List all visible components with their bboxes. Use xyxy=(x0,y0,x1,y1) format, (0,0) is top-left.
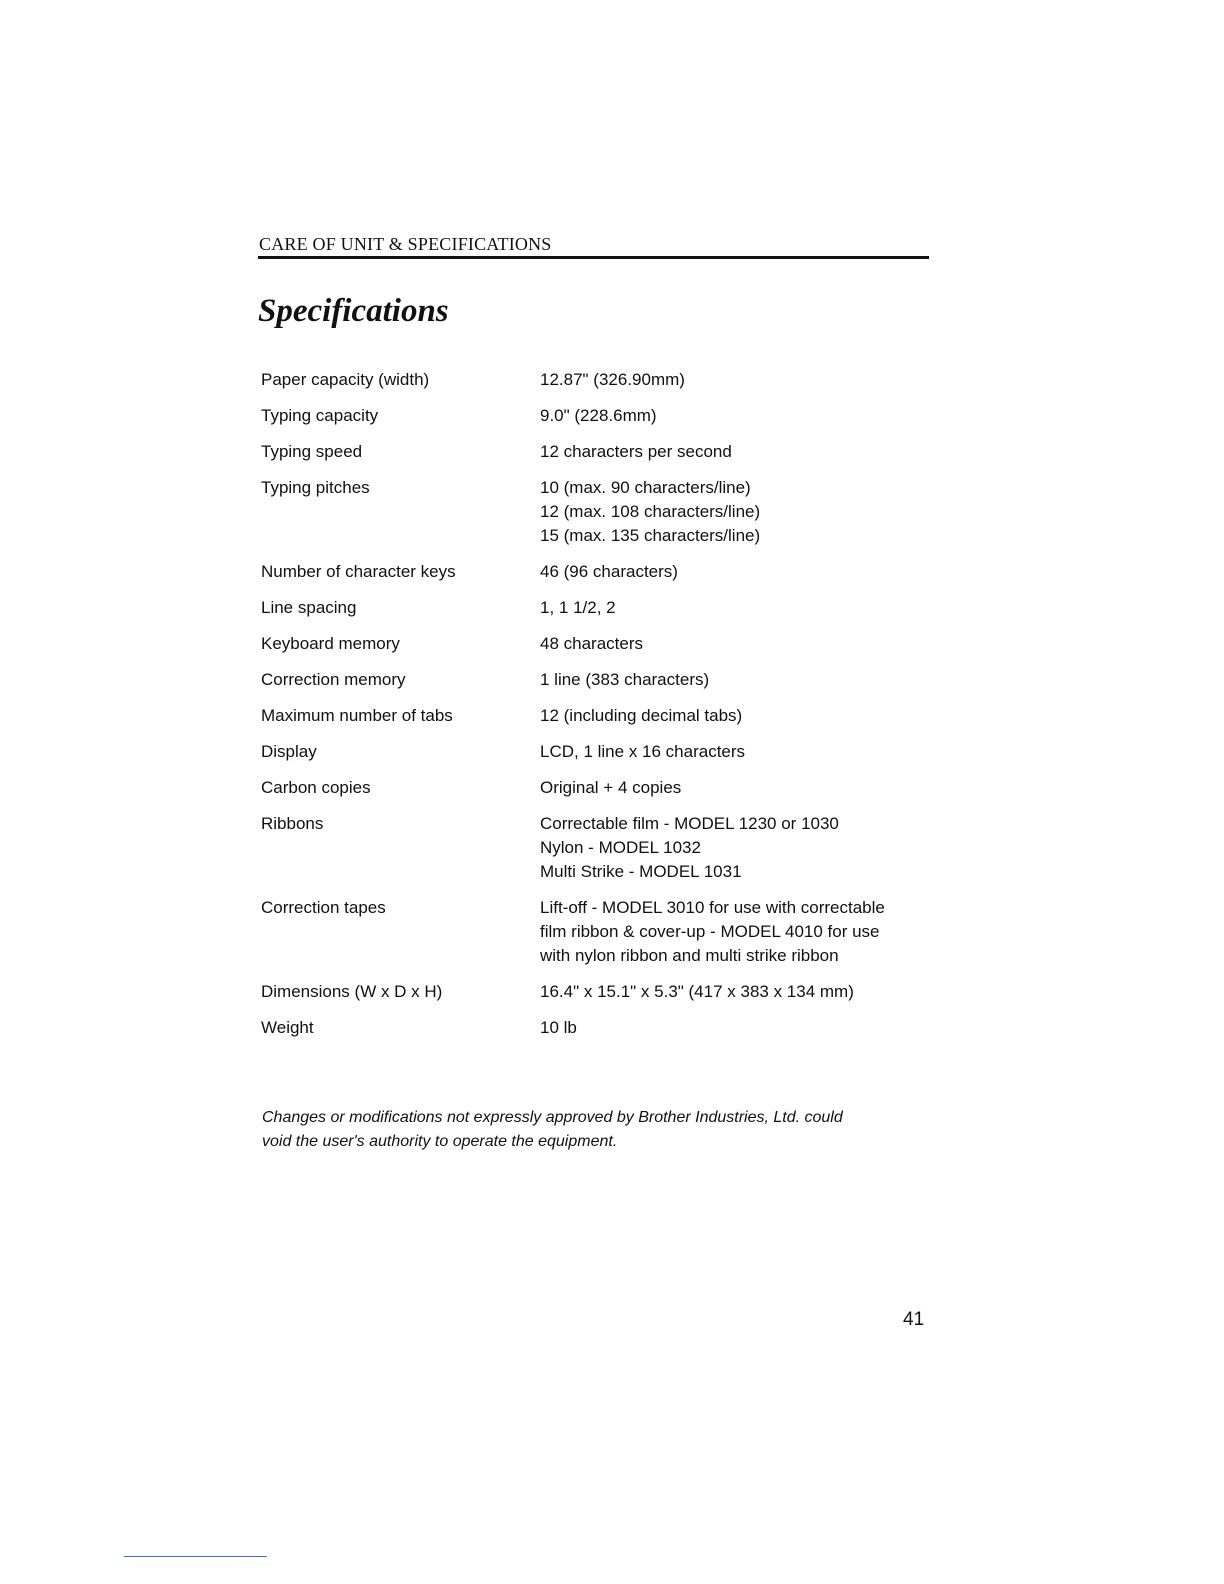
spec-row xyxy=(261,440,941,464)
spec-label: Weight xyxy=(261,1018,314,1037)
spec-value-line: 10 lb xyxy=(540,1018,577,1037)
spec-row xyxy=(261,368,941,392)
regulatory-notice xyxy=(262,1106,942,1154)
spec-label: Correction memory xyxy=(261,670,406,689)
spec-value xyxy=(540,980,941,1004)
spec-value-line: 1, 1 1/2, 2 xyxy=(540,598,616,617)
spec-value xyxy=(540,812,941,884)
spec-row xyxy=(261,1016,941,1040)
spec-row xyxy=(261,476,941,548)
spec-value xyxy=(540,704,941,728)
spec-value xyxy=(540,776,941,800)
spec-label: Ribbons xyxy=(261,814,324,833)
spec-label: Carbon copies xyxy=(261,778,371,797)
spec-value-line: 12 (max. 108 characters/line) xyxy=(540,502,761,521)
spec-value-line: 46 (96 characters) xyxy=(540,562,678,581)
spec-value xyxy=(540,1016,941,1040)
bottom-edge-line xyxy=(124,1556,267,1557)
spec-value xyxy=(540,896,941,968)
spec-value-line: 9.0" (228.6mm) xyxy=(540,406,657,425)
spec-value-line: Original + 4 copies xyxy=(540,778,682,797)
spec-row xyxy=(261,668,941,692)
spec-row xyxy=(261,812,941,884)
spec-row xyxy=(261,896,941,968)
spec-value xyxy=(540,404,941,428)
spec-value-line: 10 (max. 90 characters/line) xyxy=(540,478,751,497)
spec-value-line: Lift-off - MODEL 3010 for use with correctable xyxy=(540,898,885,917)
spec-value-line: 1 line (383 characters) xyxy=(540,670,710,689)
spec-value-line: with nylon ribbon and multi strike ribbon xyxy=(540,946,839,965)
page-title: Specifications xyxy=(258,293,449,329)
spec-label: Maximum number of tabs xyxy=(261,706,453,725)
spec-value xyxy=(540,668,941,692)
spec-value-line: 12.87" (326.90mm) xyxy=(540,370,685,389)
spec-value-line: Correctable film - MODEL 1230 or 1030 xyxy=(540,814,839,833)
spec-row xyxy=(261,704,941,728)
spec-value xyxy=(540,632,941,656)
spec-value-line: LCD, 1 line x 16 characters xyxy=(540,742,746,761)
spec-label: Line spacing xyxy=(261,598,357,617)
spec-row xyxy=(261,404,941,428)
spec-label: Correction tapes xyxy=(261,898,386,917)
spec-value xyxy=(540,368,941,392)
spec-value xyxy=(540,440,941,464)
header-rule xyxy=(258,256,929,259)
spec-label: Display xyxy=(261,742,317,761)
section-header: CARE OF UNIT & SPECIFICATIONS xyxy=(259,234,552,254)
specifications-table xyxy=(261,368,941,1052)
spec-row xyxy=(261,740,941,764)
page-number: 41 xyxy=(903,1309,925,1330)
spec-label: Typing speed xyxy=(261,442,363,461)
spec-value-line: Multi Strike - MODEL 1031 xyxy=(540,862,742,881)
spec-value-line: Nylon - MODEL 1032 xyxy=(540,838,701,857)
spec-row xyxy=(261,776,941,800)
spec-value xyxy=(540,596,941,620)
spec-label: Typing capacity xyxy=(261,406,379,425)
spec-value-line: 15 (max. 135 characters/line) xyxy=(540,526,761,545)
spec-value xyxy=(540,476,941,548)
spec-row xyxy=(261,560,941,584)
spec-label: Dimensions (W x D x H) xyxy=(261,982,443,1001)
spec-value-line: film ribbon & cover-up - MODEL 4010 for use xyxy=(540,922,880,941)
notice-line: Changes or modifications not expressly approved by Brother Industries, Ltd. could xyxy=(262,1109,843,1126)
spec-value-line: 12 characters per second xyxy=(540,442,732,461)
spec-label: Typing pitches xyxy=(261,478,370,497)
spec-value-line: 16.4" x 15.1" x 5.3" (417 x 383 x 134 mm) xyxy=(540,982,854,1001)
spec-value-line: 48 characters xyxy=(540,634,643,653)
spec-value xyxy=(540,740,941,764)
spec-label: Number of character keys xyxy=(261,562,456,581)
spec-label: Keyboard memory xyxy=(261,634,400,653)
spec-label: Paper capacity (width) xyxy=(261,370,430,389)
notice-line: void the user's authority to operate the equipment. xyxy=(262,1133,618,1150)
spec-value-line: 12 (including decimal tabs) xyxy=(540,706,743,725)
spec-row xyxy=(261,596,941,620)
spec-row xyxy=(261,980,941,1004)
spec-row xyxy=(261,632,941,656)
spec-value xyxy=(540,560,941,584)
